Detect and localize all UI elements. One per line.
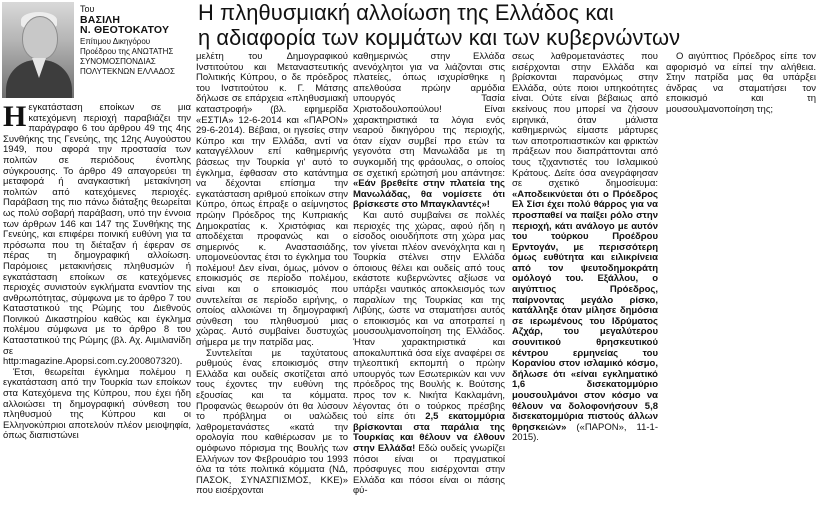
paragraph-text: σεως λαθρομετανάστες που εισέρχονται στην Ελλάδα και βρίσκονται παρανόμως στην Ελλάδα, ούτε ποιοι υπηκοότητες είναι. Ούτε είναι βέβαιως από εκείνους που μπορεί να ζήσουν ειρηνικά, όταν μάλιστα καθημερινώς είμαστε μάρτυρες των αποτροπιαστικών και φρικτών πράξεων που διαπράττονται από τους τζιχαντιστές του Ισλαμικού Κράτους. Δείτε όσα ανεγράφησαν σε σχετικό δημοσίευμα: [512, 52, 658, 190]
bold-quote: «Αποδεικνύεται ότι ο Πρόεδρος Ελ Σίσι έχει πολύ θάρρος για να προσπαθεί να παίξει ρόλο στην περιοχή, κάτι ανάλογο με αυτόν του τούρκου Προέδρου Ερντογάν, με περισσότερη όμως ευθύτητα και ειλικρίνεια από τον ψευτοδημοκράτη ομόλογό του. Εξάλλου, ο αιγύπτιος Πρόεδρος, παίρνοντας μεγάλο ρίσκο, κατάλληξε όταν μίλησε δημόσια σε ιερωμένους του Ιδρύματος Αζχάρ, του μεγαλύτερου σουνιτικού θρησκευτικού κέντρου ερμηνείας του Κορανίου στον ισλαμικό κόσμο, δήλωσε ότι «είναι εγκληματικό 1,6 δισεκατομμύριο μουσουλμάνοι στον κόσμο να θέλουν να δολοφονήσουν 5,8 δισεκατομμύρια πιστούς άλλων θρησκειών» [512, 188, 658, 433]
paragraph [3, 103, 191, 368]
paragraph: Ο αιγύπτιος Πρόεδρος είπε τον αφορισμό να είπεί την αλήθεια. Στην πατρίδα μας θα υπάρξει άνδρας να σταματήσει τον εποικισμό και τη μουσουλμανοποίηση της; [666, 52, 816, 115]
article-column-1 [3, 103, 191, 523]
paragraph [512, 52, 658, 444]
paragraph-text: εγκατάσταση εποίκων σε μια κατεχόμενη περιοχή παραβιάζει την παράγραφο 6 του άρθρου 49 της 4ης Συνθήκης της Γενεύης, της 12ης Αυγούστου 1949, που αφορά την προστασία των πολιτών σε περιόδους ένοπλης σύγκρουσης. Το άρθρο 49 απαγορεύει τη μεταφορά ή αναγκαστική μετακίνηση πολιτών από κατεχόμενες περιοχές. Παράβαση της πιο πάνω διάταξης θεωρείται ως πολύ σοβαρή παράβαση, υπό την έννοια των άρθρων 146 και 147 της Συνθήκης της Γενεύης, και επιφέρει ποινική ευθύνη για τα πρόσωπα που τη διέταξαν ή έφεραν σε πέρας τη δημογραφική αλλοίωση. Παρόμοιες μετακινήσεις πληθυσμών ή εγκατάσταση εποίκων σε κατεχόμενες περιοχές συνιστούν εγκλήματα εναντίον της ανθρωπότητας, σύμφωνα με το άρθρο 7 του Καταστατικού της Ρώμης του Διεθνούς Ποινικού Δικαστηρίου καθώς και έγκλημα πολέμου σύμφωνα με το άρθρο 8 του Καταστατικού της Ρώμης (βλ. Αχ. Αιμιλιανίδη σε http:magazine.Apopsi.com.cy.200807320). [3, 103, 191, 368]
bold-quote: «Εάν βρεθείτε στην πλατεία της Μανωλάδας, θα νομίσετε ότι βρίσκεστε στο Μπαγκλαντές»! [353, 178, 505, 211]
bold-quote: 2,5 εκατομμύρια βρίσκονται στα παράλια της Τουρκίας και θέλουν να έλθουν στην Ελλάδα! [353, 411, 505, 454]
author-name-last: Ν. ΘΕΟΤΟΚΑΤΟΥ [80, 24, 170, 36]
paragraph [353, 52, 505, 211]
drop-cap: Η [3, 103, 27, 133]
headline-line-2: η αδιαφορία των κομμάτων και των κυβερνώντων [198, 25, 681, 50]
author-byline [80, 4, 196, 76]
article-column-3 [353, 52, 505, 523]
author-photo [2, 2, 74, 98]
headline-line-1: Η πληθυσμιακή αλλοίωση της Ελλάδος και [198, 0, 614, 25]
paragraph: Έτσι, θεωρείται έγκλημα πολέμου η εγκατάσταση από την Τουρκία των εποίκων στα Κατεχόμενα της Κύπρου, που έχει ήδη αλλοιώσει τη δημογραφική σύνθεση του πληθυσμού της Κύπρου και οι Ελληνοκύπριοι αποτελούν πλέον μειοψηφία, όπως διαπιστώνει [3, 366, 191, 442]
paragraph-text: Και αυτό συμβαίνει σε πολλές περιοχές της χώρας, αφού ήδη η είσοδος οιουδήποτε στη χώρα μας τον γίνεται πλέον ανενόχλητα και η Τουρκία στέλνει στην Ελλάδα όποιους θέλει και ουδείς από τους εκάστοτε κυβερνώντες αξίωσε να υπάρξει ναυτικός αποκλεισμός των παραλίων της Τουρκίας και της Λιβύης, ώστε να σταματήσει αυτός ο εποικισμός και να αποτραπεί η μουσουλμανοποίηση της Ελλάδος. Ήταν χαρακτηριστικά και αποκαλυπτικά όσα είχε αναφέρει σε τηλεοπτική εκπομπή ο πρώην υπουργός των Εσωτερικών και νυν πρόεδρος της Βουλής κ. Βούτσης προς τον κ. Νικήτα Κακλαμάνη, λέγοντας ότι ο τούρκος πρέσβης τού είπε ότι [353, 209, 505, 423]
paragraph-text: Εδώ ουδείς γνωρίζει πόσοι είναι οι πραγματικοί πρόσφυγες που εισέρχονται στην Ελλάδα και πόσοι είναι οι πάσης φύ- [353, 442, 505, 497]
article-column-4 [512, 52, 658, 523]
paragraph: μελέτη του Δημογραφικού Ινστιτούτου και Μεταναστευτικής Πολιτικής Κύπρου, ο δε πρόεδρος του Ινστιτούτου κ. Γ. Μάτσης δήλωσε σε επάρχεια «πληθυσμιακή καταστροφή» (βλ. εφημερίδα «ΕΣΤΙΑ» 12-6-2014 και «ΠΑΡΟΝ» 29-6-2014). Βέβαια, οι ηγεσίες στην Κύπρο και την Ελλάδα, αντί να καταγγέλλουν επί καθημερινής βάσεως την Τουρκία γι' αυτό το έγκλημα, έφθασαν στο κατάντημα να δέχονται επίσημα την εγκατάσταση αριθμού εποίκων στην Κύπρο, όπως έπραξε ο αείμνηστος πρώην Πρόεδρος της Κυπριακής Δημοκρατίας κ. Χριστόφιας και αποδέχεται προφανώς και ο σημερινός κ. Αναστασιάδης, υπομονεύοντας έτσι το έγκλημα του πολέμου! Δεν είναι, όμως, μόνον ο εποικισμός σε περίοδο πολέμου, είναι και ο εποικισμός που συντελείται σε περίοδο ειρήνης, ο οποίος αλλοιώνει τη δημογραφική σύνθεση του πληθυσμού μιας χώρας. Αυτό συμβαίνει δυστυχώς σήμερα με την πατρίδα μας. [196, 52, 348, 349]
article-column-2 [196, 52, 348, 523]
author-name-first: ΒΑΣΙΛΗ [80, 13, 121, 26]
author-role-1: Επίτιμου Δικηγόρου [80, 36, 151, 46]
byline-prefix: Του [80, 4, 95, 14]
paragraph-text: καθημερινώς στην Ελλάδα ανενόχλητοι για να λιάζονται στις πλατείες, όπως ισχυρίσθηκε η απελθούσα πρώην αρμόδια υπουργός Τασία Χριστοδουλοπούλου! Είναι χαρακτηριστικά τα λόγια ενός νεαρού δικηγόρου της περιοχής, όταν είχαν συμβεί προ ετών τα γεγονότα στη Μανωλάδα με τη συγκομιδή της φράουλας, ο οποίος σε σχετική ερώτησή μου απάντησε: [353, 52, 505, 179]
paragraph [353, 211, 505, 497]
author-role-4: ΠΟΛΥΤΕΚΝΩΝ ΕΛΛΑΔΟΣ [80, 66, 175, 76]
author-role-3: ΣΥΝΟΜΟΣΠΟΝΔΙΑΣ [80, 56, 156, 66]
article-column-5 [666, 52, 816, 523]
article-headline [198, 0, 812, 50]
citation: («ΠΑΡΟΝ», 11-1-2015). [512, 421, 658, 444]
paragraph: Συντελείται με ταχύτατους ρυθμούς ένας εποικισμός στην Ελλάδα και ουδείς σκοτίζεται από τους έχοντες την ευθύνη της εξουσίας και τα κόμματα. Προφανώς θεωρούν ότι θα λύσουν το πρόβλημα οι υαλώδεις λαθρομετανάστες «κατά την ορολογία που καθιέρωσαν με το ομόφωνο πόρισμα της Βουλής των Ελλήνων τον Φεβρουάριο του 1993 όλα τα τότε πολιτικά κόμματα (ΝΔ, ΠΑΣΟΚ, ΣΥΝΑΣΠΙΣΜΟΣ, ΚΚΕ)» που εισέρχονται [196, 347, 348, 497]
author-role-2: Προέδρου της ΑΝΩΤΑΤΗΣ [80, 46, 174, 56]
